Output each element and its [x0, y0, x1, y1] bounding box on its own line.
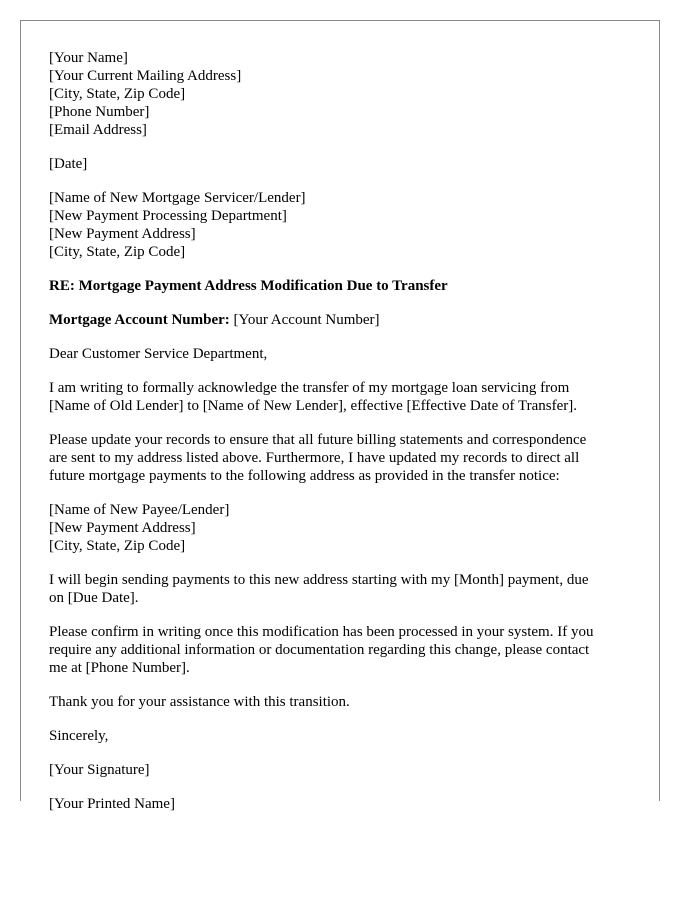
letter-page [20, 20, 660, 812]
payee-address: [New Payment Address] [49, 520, 196, 536]
letter-content [49, 49, 637, 829]
paragraph-line: require any additional information or documentation regarding this change, please contact [49, 642, 590, 658]
salutation-text: Dear Customer Service Department, [49, 346, 268, 362]
body-paragraph-4 [49, 623, 637, 677]
account-number-value: [Your Account Number] [229, 312, 380, 328]
paragraph-line: [Name of Old Lender] to [Name of New Lender], effective [Effective Date of Transfer]. [49, 398, 577, 414]
sender-phone: [Phone Number] [49, 104, 150, 120]
printed-name-block [49, 795, 637, 813]
paragraph-line: future mortgage payments to the following address as provided in the transfer notice: [49, 468, 560, 484]
account-line [49, 311, 637, 329]
paragraph-line: are sent to my address listed above. Furthermore, I have updated my records to direct all [49, 450, 580, 466]
account-number-row [49, 311, 637, 329]
letter-date: [Date] [49, 156, 88, 172]
paragraph-line: Thank you for your assistance with this transition. [49, 694, 350, 710]
account-number-label: Mortgage Account Number: [49, 312, 230, 328]
paragraph-line: I will begin sending payments to this new address starting with my [Month] payment, due [49, 572, 589, 588]
subject-line [49, 277, 637, 295]
sender-block [49, 49, 637, 139]
subject-text: RE: Mortgage Payment Address Modification Due to Transfer [49, 278, 448, 294]
paragraph-line: Please update your records to ensure that all future billing statements and correspondence [49, 432, 587, 448]
sender-city-state-zip: [City, State, Zip Code] [49, 86, 186, 102]
recipient-department: [New Payment Processing Department] [49, 208, 287, 224]
sender-name: [Your Name] [49, 50, 128, 66]
payee-name: [Name of New Payee/Lender] [49, 502, 230, 518]
payee-block [49, 501, 637, 555]
sender-address: [Your Current Mailing Address] [49, 68, 242, 84]
recipient-name: [Name of New Mortgage Servicer/Lender] [49, 190, 306, 206]
body-paragraph-3 [49, 571, 637, 607]
body-paragraph-5 [49, 693, 637, 711]
paragraph-line: I am writing to formally acknowledge the transfer of my mortgage loan servicing from [49, 380, 570, 396]
closing-text: Sincerely, [49, 728, 109, 744]
paragraph-line: Please confirm in writing once this modification has been processed in your system. If you [49, 624, 594, 640]
date-block [49, 155, 637, 173]
body-paragraph-2 [49, 431, 637, 485]
body-paragraph-1 [49, 379, 637, 415]
sender-email: [Email Address] [49, 122, 147, 138]
recipient-block [49, 189, 637, 261]
printed-name: [Your Printed Name] [49, 796, 175, 812]
paragraph-line: me at [Phone Number]. [49, 660, 190, 676]
closing [49, 727, 637, 745]
recipient-city-state-zip: [City, State, Zip Code] [49, 244, 186, 260]
payee-city-state-zip: [City, State, Zip Code] [49, 538, 186, 554]
recipient-address: [New Payment Address] [49, 226, 196, 242]
paragraph-line: on [Due Date]. [49, 590, 139, 606]
signature-placeholder: [Your Signature] [49, 762, 150, 778]
salutation [49, 345, 637, 363]
signature-block [49, 761, 637, 779]
